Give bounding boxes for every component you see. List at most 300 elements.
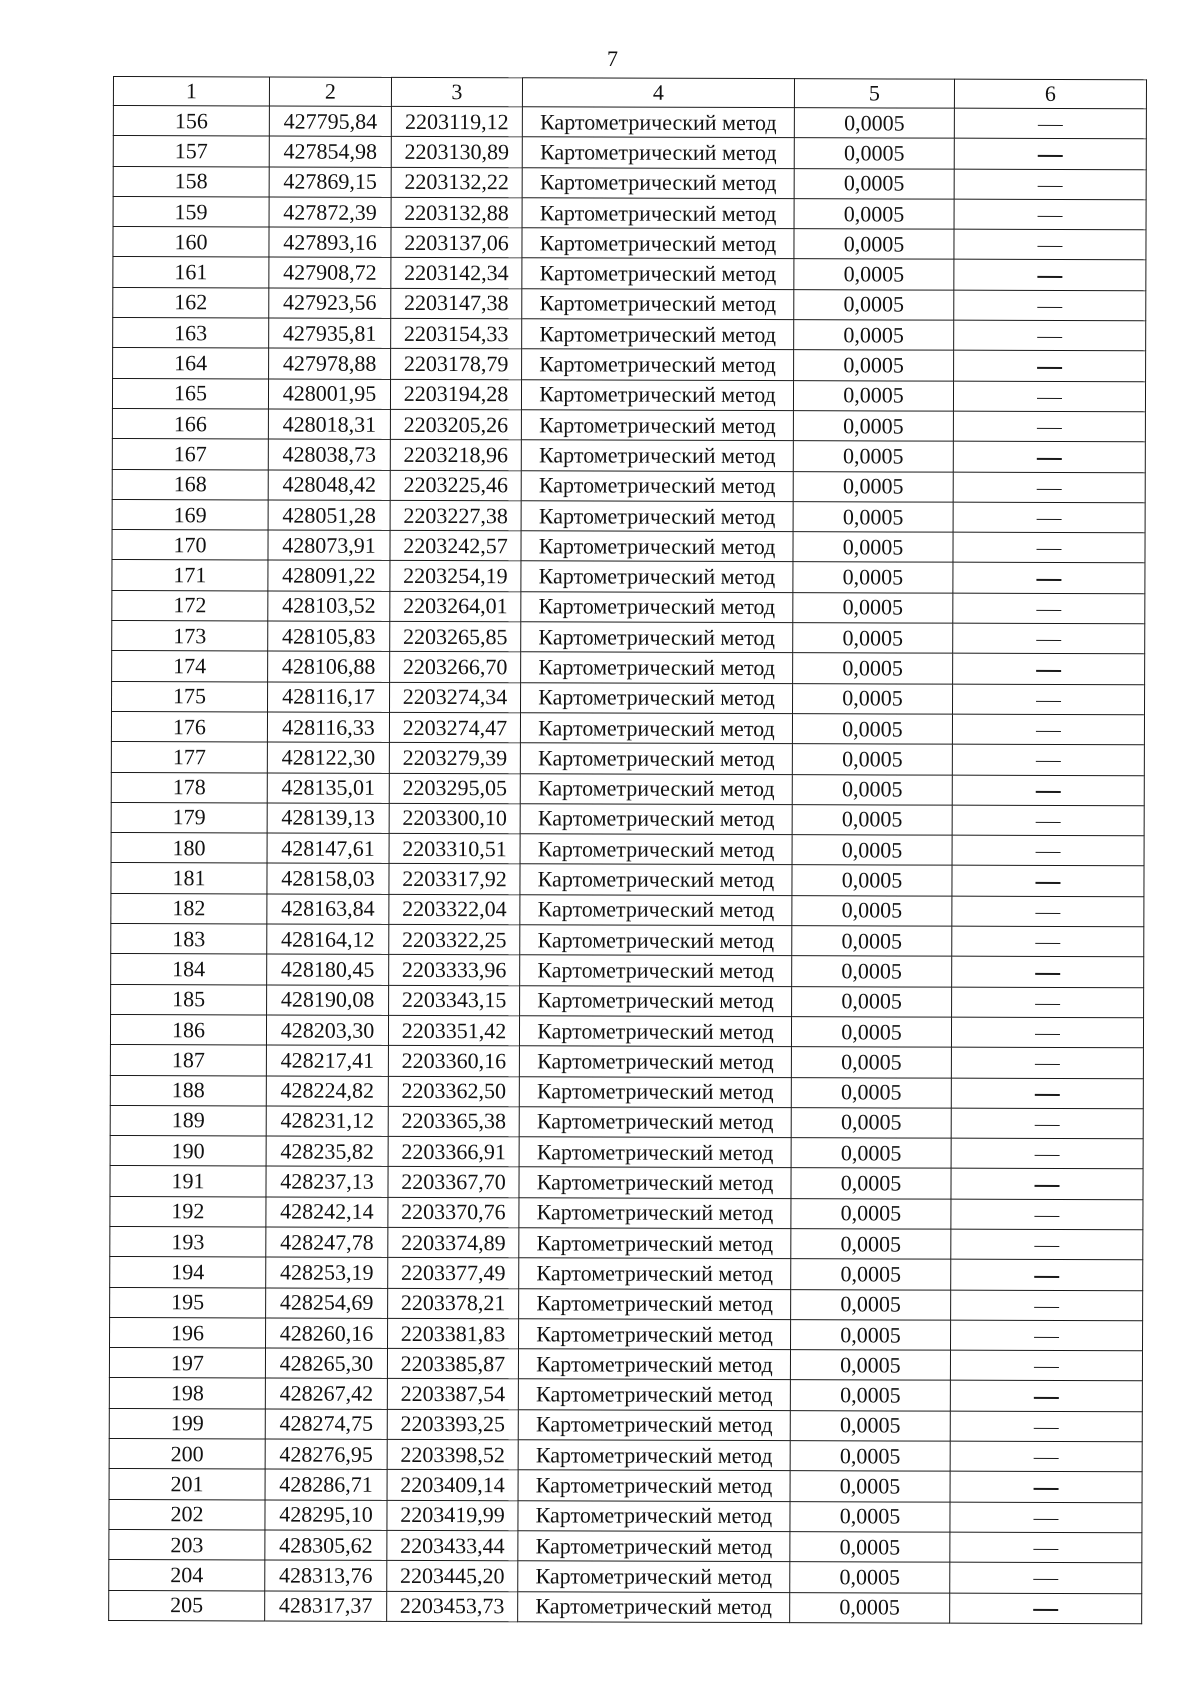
dash-mark bbox=[1035, 1003, 1060, 1004]
accuracy-cell: 0,0005 bbox=[791, 1077, 951, 1108]
y-coordinate-cell: 2203445,20 bbox=[387, 1561, 518, 1592]
description-cell bbox=[950, 1593, 1142, 1624]
x-coordinate-cell: 428253,19 bbox=[266, 1257, 388, 1288]
dash-mark bbox=[1037, 246, 1062, 247]
table-row bbox=[110, 1136, 1143, 1170]
table-row bbox=[109, 1348, 1142, 1382]
table-row bbox=[109, 1529, 1142, 1563]
y-coordinate-cell: 2203419,99 bbox=[387, 1500, 518, 1531]
method-cell: Картометрический метод bbox=[519, 1319, 791, 1350]
accuracy-cell: 0,0005 bbox=[793, 653, 953, 684]
x-coordinate-cell: 428139,13 bbox=[267, 803, 389, 834]
description-cell bbox=[952, 744, 1144, 775]
method-cell: Картометрический метод bbox=[519, 1016, 791, 1047]
table-row bbox=[112, 439, 1145, 473]
x-coordinate-cell: 428038,73 bbox=[268, 439, 390, 470]
y-coordinate-cell: 2203254,19 bbox=[390, 561, 521, 592]
table-row bbox=[113, 257, 1146, 291]
description-cell bbox=[951, 1290, 1143, 1321]
header-cell-5: 5 bbox=[794, 79, 954, 109]
description-cell bbox=[950, 1562, 1142, 1593]
y-coordinate-cell: 2203409,14 bbox=[387, 1470, 518, 1501]
point-number-cell: 177 bbox=[111, 742, 267, 773]
dash-mark bbox=[1033, 1579, 1058, 1580]
table-row bbox=[109, 1378, 1142, 1412]
description-cell bbox=[950, 1532, 1142, 1563]
table-row bbox=[112, 530, 1145, 564]
y-coordinate-cell: 2203366,91 bbox=[388, 1136, 519, 1167]
x-coordinate-cell: 428254,69 bbox=[266, 1288, 388, 1319]
description-cell bbox=[952, 775, 1144, 806]
point-number-cell: 160 bbox=[113, 227, 269, 258]
y-coordinate-cell: 2203360,16 bbox=[388, 1046, 519, 1077]
dash-mark bbox=[1035, 1185, 1060, 1186]
point-number-cell: 185 bbox=[111, 984, 267, 1015]
accuracy-cell: 0,0005 bbox=[792, 804, 952, 835]
point-number-cell: 179 bbox=[111, 802, 267, 833]
dash-mark bbox=[1036, 731, 1061, 732]
table-row bbox=[109, 1560, 1142, 1594]
dash-mark bbox=[1034, 1276, 1059, 1277]
method-cell: Картометрический метод bbox=[521, 501, 793, 532]
table-row bbox=[111, 863, 1144, 897]
table-row bbox=[113, 287, 1146, 321]
point-number-cell: 184 bbox=[111, 954, 267, 985]
dash-mark bbox=[1034, 1246, 1059, 1247]
dash-mark bbox=[1034, 1458, 1059, 1459]
accuracy-cell: 0,0005 bbox=[794, 320, 954, 351]
table-row bbox=[109, 1499, 1142, 1533]
y-coordinate-cell: 2203300,10 bbox=[389, 803, 520, 834]
table-row bbox=[112, 621, 1145, 655]
description-cell bbox=[952, 956, 1144, 987]
dash-mark bbox=[1038, 125, 1063, 126]
method-cell: Картометрический метод bbox=[520, 895, 792, 926]
method-cell: Картометрический метод bbox=[522, 319, 794, 350]
point-number-cell: 192 bbox=[110, 1196, 266, 1227]
x-coordinate-cell: 428051,28 bbox=[268, 500, 390, 531]
x-coordinate-cell: 428295,10 bbox=[265, 1500, 387, 1531]
point-number-cell: 182 bbox=[111, 893, 267, 924]
x-coordinate-cell: 428265,30 bbox=[265, 1348, 387, 1379]
y-coordinate-cell: 2203274,47 bbox=[389, 712, 520, 743]
accuracy-cell: 0,0005 bbox=[793, 592, 953, 623]
table-row bbox=[110, 1075, 1143, 1109]
accuracy-cell: 0,0005 bbox=[794, 138, 954, 169]
y-coordinate-cell: 2203385,87 bbox=[387, 1349, 518, 1380]
point-number-cell: 203 bbox=[109, 1529, 265, 1560]
point-number-cell: 195 bbox=[110, 1287, 266, 1318]
x-coordinate-cell: 427978,88 bbox=[269, 348, 391, 379]
point-number-cell: 189 bbox=[110, 1105, 266, 1136]
page-number: 7 bbox=[607, 46, 618, 71]
method-cell: Картометрический метод bbox=[520, 834, 792, 865]
x-coordinate-cell: 428267,42 bbox=[265, 1378, 387, 1409]
method-cell: Картометрический метод bbox=[518, 1440, 790, 1471]
description-cell bbox=[951, 1047, 1143, 1078]
y-coordinate-cell: 2203398,52 bbox=[387, 1439, 518, 1470]
x-coordinate-cell: 427935,81 bbox=[269, 318, 391, 349]
method-cell: Картометрический метод bbox=[522, 107, 794, 138]
accuracy-cell: 0,0005 bbox=[791, 1259, 951, 1290]
dash-mark bbox=[1037, 458, 1062, 459]
description-cell bbox=[951, 1229, 1143, 1260]
dash-mark bbox=[1037, 307, 1062, 308]
dash-mark bbox=[1035, 1125, 1060, 1126]
method-cell: Картометрический метод bbox=[521, 561, 793, 592]
point-number-cell: 168 bbox=[112, 469, 268, 500]
method-cell: Картометрический метод bbox=[518, 1500, 790, 1531]
accuracy-cell: 0,0005 bbox=[791, 1017, 951, 1048]
description-cell bbox=[950, 1381, 1142, 1412]
accuracy-cell: 0,0005 bbox=[794, 199, 954, 230]
method-cell: Картометрический метод bbox=[520, 925, 792, 956]
description-cell bbox=[952, 805, 1144, 836]
x-coordinate-cell: 428163,84 bbox=[267, 894, 389, 925]
y-coordinate-cell: 2203265,85 bbox=[390, 621, 521, 652]
accuracy-cell: 0,0005 bbox=[791, 1047, 951, 1078]
table-row bbox=[111, 742, 1144, 776]
point-number-cell: 199 bbox=[109, 1408, 265, 1439]
table-row bbox=[113, 227, 1146, 261]
table-row bbox=[111, 802, 1144, 836]
y-coordinate-cell: 2203137,06 bbox=[391, 228, 522, 259]
table-row bbox=[109, 1590, 1142, 1624]
accuracy-cell: 0,0005 bbox=[793, 471, 953, 502]
description-cell bbox=[953, 441, 1145, 472]
accuracy-cell: 0,0005 bbox=[793, 411, 953, 442]
x-coordinate-cell: 428103,52 bbox=[268, 591, 390, 622]
point-number-cell: 172 bbox=[112, 590, 268, 621]
y-coordinate-cell: 2203317,92 bbox=[389, 864, 520, 895]
method-cell: Картометрический метод bbox=[518, 1349, 790, 1380]
accuracy-cell: 0,0005 bbox=[791, 1107, 951, 1138]
point-number-cell: 198 bbox=[109, 1378, 265, 1409]
description-cell bbox=[953, 653, 1145, 684]
table-row bbox=[112, 651, 1145, 685]
description-cell bbox=[951, 1320, 1143, 1351]
table-row bbox=[111, 954, 1144, 988]
method-cell: Картометрический метод bbox=[518, 1591, 790, 1622]
method-cell: Картометрический метод bbox=[519, 1288, 791, 1319]
point-number-cell: 170 bbox=[112, 530, 268, 561]
description-cell bbox=[952, 684, 1144, 715]
accuracy-cell: 0,0005 bbox=[793, 380, 953, 411]
y-coordinate-cell: 2203377,49 bbox=[388, 1258, 519, 1289]
description-cell bbox=[954, 138, 1146, 169]
description-cell bbox=[954, 108, 1146, 139]
description-cell bbox=[951, 1199, 1143, 1230]
accuracy-cell: 0,0005 bbox=[792, 986, 952, 1017]
x-coordinate-cell: 428180,45 bbox=[267, 954, 389, 985]
point-number-cell: 190 bbox=[110, 1136, 266, 1167]
method-cell: Картометрический метод bbox=[520, 804, 792, 835]
table-row bbox=[113, 348, 1146, 382]
description-cell bbox=[952, 896, 1144, 927]
dash-mark bbox=[1035, 1064, 1060, 1065]
coordinates-table bbox=[108, 76, 1147, 1624]
point-number-cell: 193 bbox=[110, 1226, 266, 1257]
point-number-cell: 175 bbox=[112, 681, 268, 712]
table-row bbox=[112, 681, 1145, 715]
point-number-cell: 178 bbox=[111, 772, 267, 803]
dash-mark bbox=[1034, 1488, 1059, 1489]
accuracy-cell: 0,0005 bbox=[792, 895, 952, 926]
dash-mark bbox=[1037, 276, 1062, 277]
y-coordinate-cell: 2203274,34 bbox=[390, 682, 521, 713]
x-coordinate-cell: 428276,95 bbox=[265, 1439, 387, 1470]
x-coordinate-cell: 428073,91 bbox=[268, 530, 390, 561]
table-row bbox=[112, 560, 1145, 594]
point-number-cell: 180 bbox=[111, 833, 267, 864]
x-coordinate-cell: 428231,12 bbox=[266, 1106, 388, 1137]
header-cell-2: 2 bbox=[269, 77, 391, 106]
y-coordinate-cell: 2203370,76 bbox=[388, 1197, 519, 1228]
table-row bbox=[110, 1257, 1143, 1291]
table-row bbox=[110, 1196, 1143, 1230]
method-cell: Картометрический метод bbox=[521, 379, 793, 410]
x-coordinate-cell: 428317,37 bbox=[265, 1591, 387, 1622]
y-coordinate-cell: 2203132,88 bbox=[391, 197, 522, 228]
description-cell bbox=[953, 623, 1145, 654]
x-coordinate-cell: 428001,95 bbox=[268, 379, 390, 410]
y-coordinate-cell: 2203119,12 bbox=[391, 106, 522, 137]
dash-mark bbox=[1037, 367, 1062, 368]
point-number-cell: 165 bbox=[112, 378, 268, 409]
header-cell-6: 6 bbox=[954, 79, 1146, 109]
method-cell: Картометрический метод bbox=[520, 773, 792, 804]
method-cell: Картометрический метод bbox=[518, 1379, 790, 1410]
description-cell bbox=[953, 502, 1145, 533]
accuracy-cell: 0,0005 bbox=[794, 168, 954, 199]
table-row bbox=[109, 1408, 1142, 1442]
dash-mark bbox=[1037, 337, 1062, 338]
x-coordinate-cell: 428048,42 bbox=[268, 470, 390, 501]
point-number-cell: 174 bbox=[112, 651, 268, 682]
table-row bbox=[113, 318, 1146, 352]
method-cell: Картометрический метод bbox=[519, 1258, 791, 1289]
accuracy-cell: 0,0005 bbox=[790, 1441, 950, 1472]
accuracy-cell: 0,0005 bbox=[790, 1592, 950, 1623]
dash-mark bbox=[1033, 1609, 1058, 1610]
table-row bbox=[111, 772, 1144, 806]
table-row bbox=[112, 499, 1145, 533]
x-coordinate-cell: 427893,16 bbox=[269, 227, 391, 258]
y-coordinate-cell: 2203147,38 bbox=[391, 288, 522, 319]
method-cell: Картометрический метод bbox=[521, 622, 793, 653]
accuracy-cell: 0,0005 bbox=[794, 289, 954, 320]
y-coordinate-cell: 2203322,25 bbox=[389, 924, 520, 955]
y-coordinate-cell: 2203132,22 bbox=[391, 167, 522, 198]
dash-mark bbox=[1036, 670, 1061, 671]
y-coordinate-cell: 2203264,01 bbox=[390, 591, 521, 622]
dash-mark bbox=[1035, 1094, 1060, 1095]
description-cell bbox=[951, 1259, 1143, 1290]
description-cell bbox=[954, 260, 1146, 291]
point-number-cell: 176 bbox=[111, 711, 267, 742]
header-cell-3: 3 bbox=[391, 77, 522, 106]
y-coordinate-cell: 2203142,34 bbox=[391, 258, 522, 289]
description-cell bbox=[951, 1169, 1143, 1200]
method-cell: Картометрический метод bbox=[518, 1531, 790, 1562]
method-cell: Картометрический метод bbox=[519, 1197, 791, 1228]
description-cell bbox=[953, 563, 1145, 594]
y-coordinate-cell: 2203242,57 bbox=[390, 531, 521, 562]
dash-mark bbox=[1035, 1155, 1060, 1156]
table-row bbox=[110, 1166, 1143, 1200]
table-row bbox=[110, 1105, 1143, 1139]
accuracy-cell: 0,0005 bbox=[790, 1350, 950, 1381]
accuracy-cell: 0,0005 bbox=[791, 1320, 951, 1351]
x-coordinate-cell: 428313,76 bbox=[265, 1560, 387, 1591]
table-row bbox=[110, 1287, 1143, 1321]
dash-mark bbox=[1034, 1306, 1059, 1307]
method-cell: Картометрический метод bbox=[519, 1076, 791, 1107]
description-cell bbox=[951, 1017, 1143, 1048]
dash-mark bbox=[1034, 1367, 1059, 1368]
point-number-cell: 166 bbox=[112, 408, 268, 439]
accuracy-cell: 0,0005 bbox=[790, 1501, 950, 1532]
y-coordinate-cell: 2203205,26 bbox=[390, 409, 521, 440]
accuracy-cell: 0,0005 bbox=[794, 108, 954, 139]
point-number-cell: 159 bbox=[113, 196, 269, 227]
method-cell: Картометрический метод bbox=[520, 864, 792, 895]
method-cell: Картометрический метод bbox=[520, 985, 792, 1016]
y-coordinate-cell: 2203225,46 bbox=[390, 470, 521, 501]
table-row bbox=[112, 378, 1145, 412]
x-coordinate-cell: 428247,78 bbox=[266, 1227, 388, 1258]
table-body bbox=[109, 77, 1147, 1624]
y-coordinate-cell: 2203433,44 bbox=[387, 1530, 518, 1561]
description-cell bbox=[954, 290, 1146, 321]
method-cell: Картометрический метод bbox=[522, 137, 794, 168]
description-cell bbox=[953, 472, 1145, 503]
x-coordinate-cell: 428190,08 bbox=[267, 985, 389, 1016]
description-cell bbox=[950, 1471, 1142, 1502]
method-cell: Картометрический метод bbox=[520, 713, 792, 744]
y-coordinate-cell: 2203393,25 bbox=[387, 1409, 518, 1440]
x-coordinate-cell: 428237,13 bbox=[266, 1166, 388, 1197]
accuracy-cell: 0,0005 bbox=[791, 1198, 951, 1229]
dash-mark bbox=[1034, 1397, 1059, 1398]
dash-mark bbox=[1033, 1518, 1058, 1519]
table-row bbox=[110, 1226, 1143, 1260]
y-coordinate-cell: 2203279,39 bbox=[389, 743, 520, 774]
dash-mark bbox=[1038, 216, 1063, 217]
y-coordinate-cell: 2203453,73 bbox=[387, 1591, 518, 1622]
point-number-cell: 188 bbox=[110, 1075, 266, 1106]
y-coordinate-cell: 2203227,38 bbox=[390, 500, 521, 531]
table-row bbox=[111, 893, 1144, 927]
table-row bbox=[111, 924, 1144, 958]
method-cell: Картометрический метод bbox=[521, 440, 793, 471]
y-coordinate-cell: 2203362,50 bbox=[388, 1076, 519, 1107]
y-coordinate-cell: 2203295,05 bbox=[389, 773, 520, 804]
y-coordinate-cell: 2203378,21 bbox=[388, 1288, 519, 1319]
description-cell bbox=[954, 229, 1146, 260]
description-cell bbox=[950, 1411, 1142, 1442]
accuracy-cell: 0,0005 bbox=[791, 1138, 951, 1169]
table-row bbox=[113, 106, 1146, 140]
x-coordinate-cell: 427869,15 bbox=[269, 167, 391, 198]
x-coordinate-cell: 428274,75 bbox=[265, 1409, 387, 1440]
x-coordinate-cell: 427854,98 bbox=[269, 136, 391, 167]
method-cell: Картометрический метод bbox=[519, 1137, 791, 1168]
description-cell bbox=[953, 411, 1145, 442]
point-number-cell: 200 bbox=[109, 1439, 265, 1470]
table-row bbox=[111, 711, 1144, 745]
accuracy-cell: 0,0005 bbox=[792, 744, 952, 775]
accuracy-cell: 0,0005 bbox=[794, 350, 954, 381]
method-cell: Картометрический метод bbox=[520, 743, 792, 774]
description-cell bbox=[953, 381, 1145, 412]
description-cell bbox=[952, 987, 1144, 1018]
dash-mark bbox=[1038, 155, 1063, 156]
description-cell bbox=[953, 532, 1145, 563]
accuracy-cell: 0,0005 bbox=[790, 1380, 950, 1411]
description-cell bbox=[951, 1138, 1143, 1169]
y-coordinate-cell: 2203218,96 bbox=[390, 440, 521, 471]
description-cell bbox=[954, 320, 1146, 351]
accuracy-cell: 0,0005 bbox=[792, 865, 952, 896]
dash-mark bbox=[1034, 1337, 1059, 1338]
y-coordinate-cell: 2203374,89 bbox=[388, 1227, 519, 1258]
accuracy-cell: 0,0005 bbox=[792, 714, 952, 745]
point-number-cell: 169 bbox=[112, 499, 268, 530]
accuracy-cell: 0,0005 bbox=[793, 623, 953, 654]
accuracy-cell: 0,0005 bbox=[793, 532, 953, 563]
dash-mark bbox=[1035, 973, 1060, 974]
accuracy-cell: 0,0005 bbox=[792, 774, 952, 805]
point-number-cell: 163 bbox=[113, 318, 269, 349]
y-coordinate-cell: 2203194,28 bbox=[390, 379, 521, 410]
dash-mark bbox=[1035, 1034, 1060, 1035]
x-coordinate-cell: 428242,14 bbox=[266, 1197, 388, 1228]
table-row bbox=[113, 196, 1146, 230]
x-coordinate-cell: 428116,17 bbox=[268, 682, 390, 713]
y-coordinate-cell: 2203381,83 bbox=[388, 1318, 519, 1349]
header-cell-4: 4 bbox=[522, 78, 794, 108]
accuracy-cell: 0,0005 bbox=[793, 441, 953, 472]
accuracy-cell: 0,0005 bbox=[792, 956, 952, 987]
accuracy-cell: 0,0005 bbox=[790, 1410, 950, 1441]
method-cell: Картометрический метод bbox=[521, 470, 793, 501]
x-coordinate-cell: 428260,16 bbox=[266, 1318, 388, 1349]
method-cell: Картометрический метод bbox=[521, 652, 793, 683]
y-coordinate-cell: 2203367,70 bbox=[388, 1167, 519, 1198]
method-cell: Картометрический метод bbox=[521, 682, 793, 713]
method-cell: Картометрический метод bbox=[519, 1228, 791, 1259]
x-coordinate-cell: 428164,12 bbox=[267, 924, 389, 955]
point-number-cell: 205 bbox=[109, 1590, 265, 1621]
method-cell: Картометрический метод bbox=[521, 531, 793, 562]
table-row bbox=[111, 984, 1144, 1018]
dash-mark bbox=[1037, 549, 1062, 550]
y-coordinate-cell: 2203130,89 bbox=[391, 137, 522, 168]
x-coordinate-cell: 428286,71 bbox=[265, 1469, 387, 1500]
x-coordinate-cell: 427795,84 bbox=[269, 106, 391, 137]
point-number-cell: 164 bbox=[113, 348, 269, 379]
description-cell bbox=[952, 835, 1144, 866]
y-coordinate-cell: 2203365,38 bbox=[388, 1106, 519, 1137]
point-number-cell: 162 bbox=[113, 287, 269, 318]
point-number-cell: 157 bbox=[113, 136, 269, 167]
method-cell: Картометрический метод bbox=[520, 955, 792, 986]
dash-mark bbox=[1037, 428, 1062, 429]
dash-mark bbox=[1036, 700, 1061, 701]
point-number-cell: 158 bbox=[113, 166, 269, 197]
dash-mark bbox=[1036, 761, 1061, 762]
